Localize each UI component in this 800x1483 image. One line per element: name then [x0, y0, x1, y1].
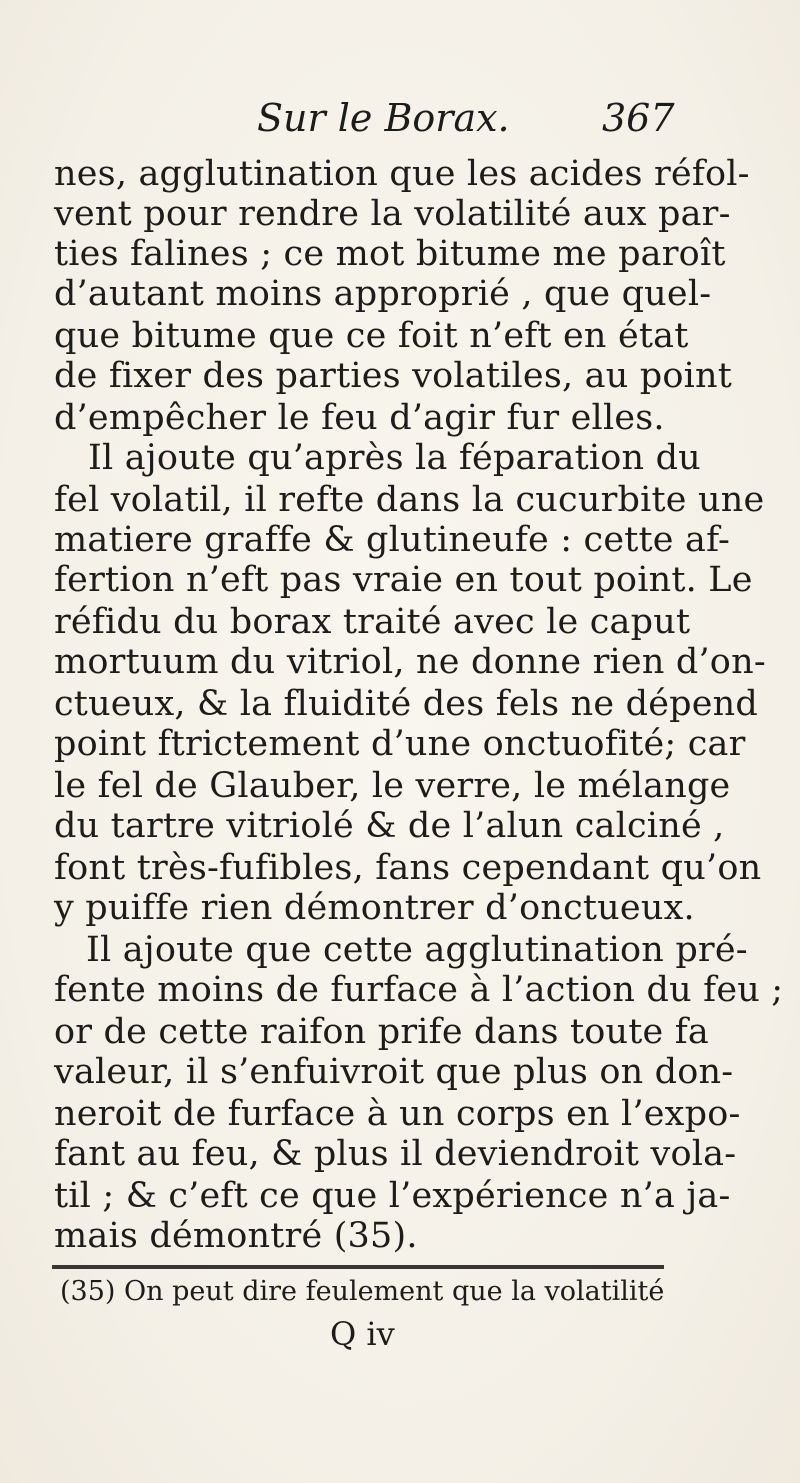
- text-line: fant au feu, & plus il deviendroit vola-: [54, 1134, 737, 1174]
- text-line: ties falines ; ce mot bitume me paroît: [54, 234, 726, 274]
- header-title: Sur le Borax.: [257, 96, 510, 140]
- text-line: ctueux, & la fluidité des fels ne dépend: [54, 684, 759, 724]
- text-line: d’autant moins approprié , que quel-: [54, 274, 712, 314]
- footnote: (35) On peut dire feulement que la volatilité: [60, 1276, 665, 1307]
- text-line: valeur, il s’enfuivroit que plus on don-: [54, 1052, 734, 1092]
- signature-mark: Q iv: [330, 1315, 395, 1353]
- footnote-divider: [52, 1265, 664, 1269]
- text-line: neroit de furface à un corps en l’expo-: [54, 1094, 741, 1134]
- running-header: [0, 96, 800, 146]
- page-number: 367: [602, 96, 675, 140]
- text-line: font très-fufibles, fans cependant qu’on: [54, 848, 762, 888]
- text-line: Il ajoute qu’après la féparation du: [88, 438, 701, 478]
- text-line: mortuum du vitriol, ne donne rien d’on-: [54, 642, 766, 682]
- text-line: fente moins de furface à l’action du feu ;: [54, 970, 784, 1010]
- text-line: nes, agglutination que les acides réfol-: [54, 154, 750, 194]
- text-line: réfidu du borax traité avec le caput: [54, 602, 691, 642]
- text-line: matiere graffe & glutineufe : cette af-: [54, 520, 731, 560]
- text-line: mais démontré (35).: [54, 1216, 418, 1256]
- text-line: point ftrictement d’une onctuofité; car: [54, 724, 746, 764]
- text-line: de fixer des parties volatiles, au point: [54, 356, 733, 396]
- text-line: Il ajoute que cette agglutination pré-: [86, 930, 748, 970]
- text-line: vent pour rendre la volatilité aux par-: [54, 194, 731, 234]
- text-line: d’empêcher le feu d’agir fur elles.: [54, 398, 665, 438]
- text-line: til ; & c’eft ce que l’expérience n’a ja-: [54, 1176, 731, 1216]
- text-line: fel volatil, il refte dans la cucurbite une: [54, 480, 765, 520]
- text-line: du tartre vitriolé & de l’alun calciné ,: [54, 806, 725, 846]
- text-line: fertion n’eft pas vraie en tout point. Le: [54, 560, 753, 600]
- text-line: y puiffe rien démontrer d’onctueux.: [54, 888, 695, 928]
- text-line: que bitume que ce foit n’eft en état: [54, 316, 689, 356]
- text-line: le fel de Glauber, le verre, le mélange: [54, 766, 731, 806]
- text-line: or de cette raifon prife dans toute fa: [54, 1012, 709, 1052]
